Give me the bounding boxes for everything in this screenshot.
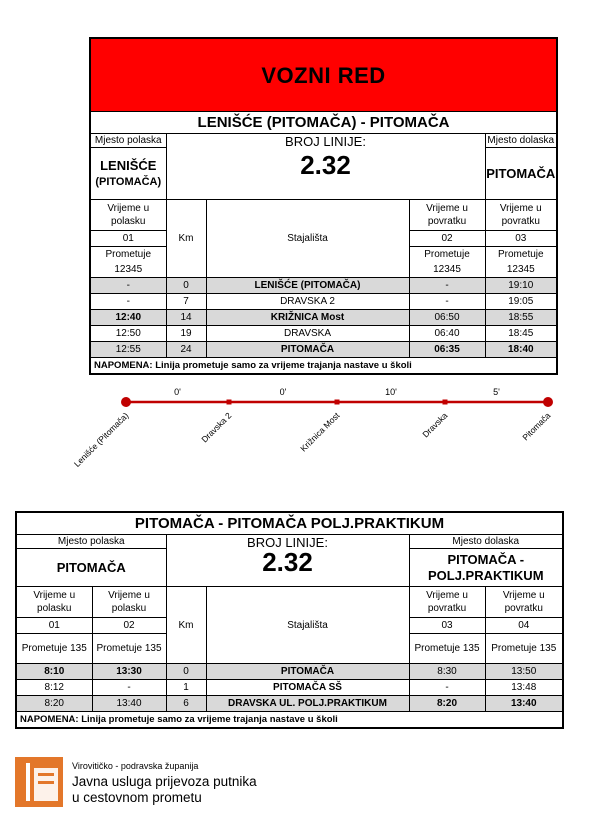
stop-label: Dravska 2 [199,410,234,445]
line-number-cell [166,134,485,200]
operates-label: Prometuje 135 [485,634,563,664]
segment-time-label: 5' [493,387,500,397]
stop-label: Pitomača [520,410,553,443]
note: NAPOMENA: Linija prometuje samo za vrijeme trajanja nastave u školi [16,712,563,729]
dep-time-header-2: Vrijeme u polasku [92,587,166,618]
table-row: 8:12 - 1 PITOMAČA SŠ - 13:48 [16,680,563,696]
county-logo-icon [15,757,63,807]
footer-title: Javna usluga prijevoza putnika u cestovnom prometu [72,774,257,805]
ret-number-2: 04 [485,618,563,634]
arrival-place: PITOMAČA - POLJ.PRAKTIKUM [409,549,563,587]
operates-label: Prometuje 135 [409,634,485,664]
ret-number-2: 03 [485,231,557,247]
ret-number-1: 03 [409,618,485,634]
departure-place: PITOMAČA [16,549,166,587]
line-number-label: BROJ LINIJE: [247,535,328,550]
arrival-place-label: Mjesto dolaska [409,535,563,549]
table-row: 12:55 24 PITOMAČA 06:35 18:40 [90,342,557,358]
ret-number-1: 02 [409,231,485,247]
table-row: 12:40 14 KRIŽNICA Most 06:50 18:55 [90,310,557,326]
dep-operates-label: Prometuje [90,247,166,263]
table-row: 8:10 13:30 0 PITOMAČA 8:30 13:50 [16,664,563,680]
dep-number-2: 02 [92,618,166,634]
line-number: 2.32 [262,547,313,577]
arrival-place: PITOMAČA [485,148,557,200]
operates-label: Prometuje 135 [16,634,92,664]
dep-time-header-1: Vrijeme u polasku [16,587,92,618]
departure-place: LENIŠĆE (PITOMAČA) [90,148,166,200]
timetable-title: VOZNI RED [90,38,557,112]
segment-time-label: 0' [174,387,181,397]
note: NAPOMENA: Linija prometuje samo za vrijeme trajanja nastave u školi [90,358,557,375]
stops-header: Stajališta [206,587,409,664]
ret-operates-label-2: Prometuje [485,247,557,263]
table-row: - 7 DRAVSKA 2 - 19:05 [90,294,557,310]
ret-time-header-1: Vrijeme u povratku [409,200,485,231]
departure-place-label: Mjesto polaska [90,134,166,148]
arrival-place-label: Mjesto dolaska [485,134,557,148]
stop-marker [543,397,553,407]
route-title: LENIŠĆE (PITOMAČA) - PITOMAČA [90,112,557,134]
county-name: Virovitičko - podravska županija [72,761,199,771]
stop-marker [443,400,448,405]
stops-header: Stajališta [206,200,409,278]
km-header: Km [166,587,206,664]
ret-time-header-2: Vrijeme u povratku [485,200,557,231]
table-row: 12:50 19 DRAVSKA 06:40 18:45 [90,326,557,342]
dep-number: 01 [90,231,166,247]
segment-time-label: 0' [279,387,287,397]
operates-label: Prometuje 135 [92,634,166,664]
line-number: 2.32 [300,150,351,180]
ret-operates-label-1: Prometuje [409,247,485,263]
departure-place-label: Mjesto polaska [16,535,166,549]
stop-label: Dravska [420,410,450,440]
footer [15,757,315,807]
route-line-diagram [0,380,615,480]
line-number-cell [166,535,409,587]
dep-number-1: 01 [16,618,92,634]
table-row: 8:20 13:40 6 DRAVSKA UL. POLJ.PRAKTIKUM 8:20 13:40 [16,696,563,712]
route-title: PITOMAČA - PITOMAČA POLJ.PRAKTIKUM [16,512,563,535]
ret-days-1: 12345 [409,262,485,278]
stop-marker [335,400,340,405]
dep-time-header: Vrijeme u polasku [90,200,166,231]
segment-time-label: 10' [385,387,397,397]
ret-time-header-2: Vrijeme u povratku [485,587,563,618]
stop-marker [121,397,131,407]
stop-label: Lenišće (Pitomača) [71,410,131,469]
dep-days: 12345 [90,262,166,278]
line-number-label: BROJ LINIJE: [285,134,366,149]
ret-days-2: 12345 [485,262,557,278]
timetable-2 [15,511,564,729]
table-row: - 0 LENIŠĆE (PITOMAČA) - 19:10 [90,278,557,294]
stop-label: Križnica Most [298,410,342,454]
stop-marker [227,400,232,405]
timetable-1 [89,37,558,375]
ret-time-header-1: Vrijeme u povratku [409,587,485,618]
km-header: Km [166,200,206,278]
